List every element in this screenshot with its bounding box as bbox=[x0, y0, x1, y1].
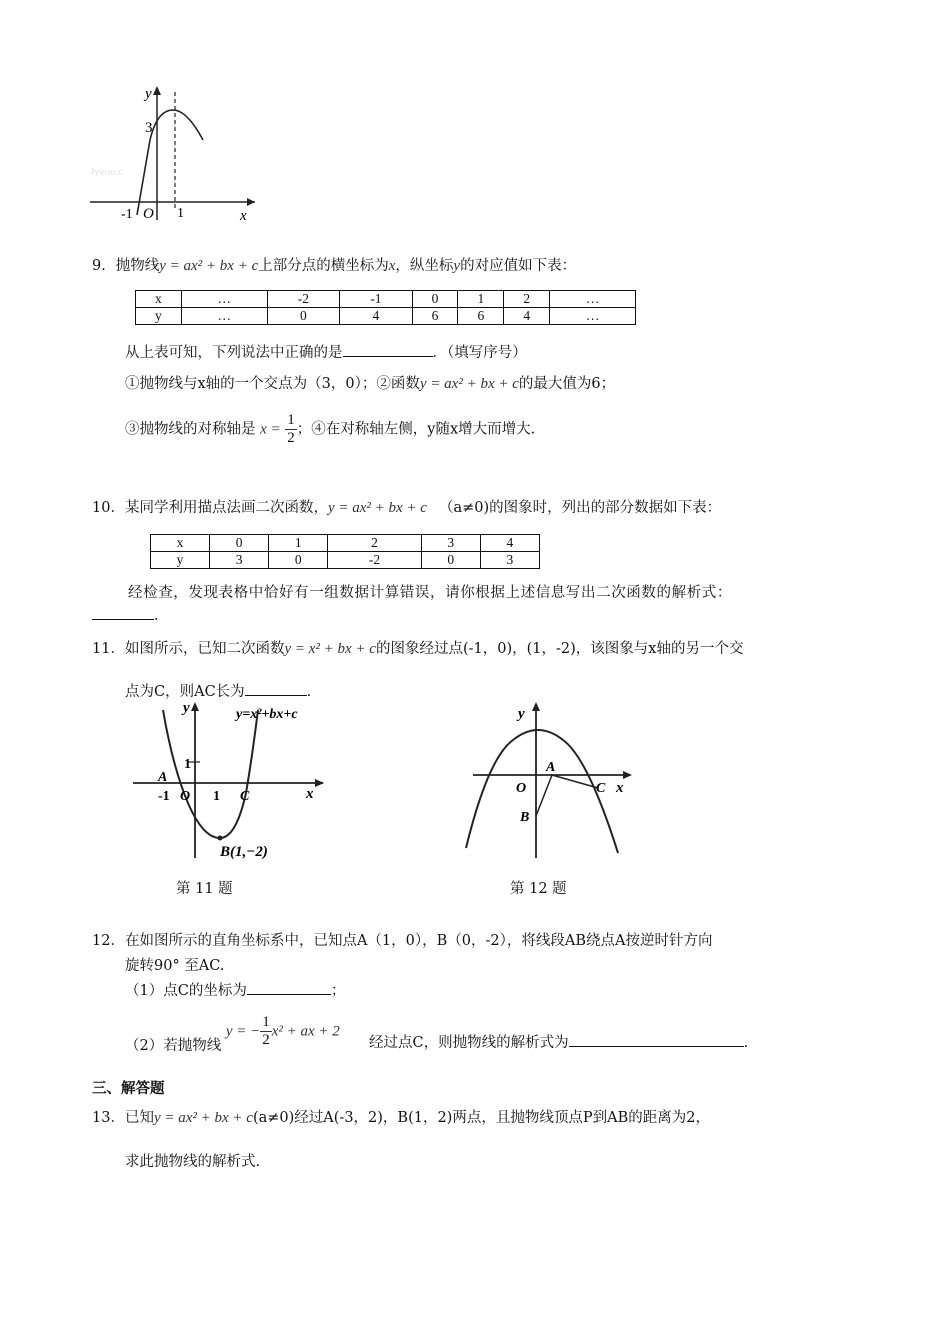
fig11-point-a: A bbox=[158, 770, 168, 785]
q13-text-c: 求此抛物线的解析式. bbox=[125, 1154, 261, 1170]
table-cell: x bbox=[136, 291, 182, 308]
table-cell: 3 bbox=[210, 552, 269, 569]
q10-number: 10． bbox=[92, 500, 125, 516]
q9-answer-blank[interactable] bbox=[343, 342, 433, 357]
table-cell: 0 bbox=[421, 552, 480, 569]
top-tick-1: 1 bbox=[177, 206, 184, 221]
q12-part1-blank[interactable] bbox=[247, 980, 331, 995]
q12-text: 在如图所示的直角坐标系中，已知点A（1，0），B（0，-2），将线段AB绕点A按逆时针方向 bbox=[124, 933, 713, 949]
fraction-denominator: 2 bbox=[287, 430, 295, 446]
fig11-point-b: B(1,−2) bbox=[220, 844, 268, 860]
table-cell: 1 bbox=[458, 291, 504, 308]
q11-end: . bbox=[306, 684, 312, 700]
q11-answer-blank[interactable] bbox=[245, 681, 307, 696]
q9-formula: y = ax² + bx + c bbox=[159, 258, 259, 274]
fig12-point-b: B bbox=[520, 810, 530, 825]
q11-text: 点为C，则AC长为 bbox=[125, 684, 245, 700]
q9-text: 的对应值如下表： bbox=[460, 258, 577, 274]
top-origin: O bbox=[143, 206, 154, 222]
fig11-tick-1-y: 1 bbox=[184, 757, 191, 772]
fig11-caption: 第 11 题 bbox=[176, 881, 233, 897]
q12-part2-formula: y = − bbox=[225, 1023, 261, 1040]
q9-number: 9． bbox=[92, 258, 116, 274]
q10-text: （a≠0)的图象时，列出的部分数据如下表： bbox=[438, 500, 722, 516]
q9-prompt-text: 从上表可知，下列说法中正确的是 bbox=[125, 345, 343, 361]
q9-prompt-end: ．（填写序号） bbox=[432, 345, 527, 361]
q13-formula: y = ax² + bx + c bbox=[153, 1110, 253, 1126]
q12-number: 12． bbox=[92, 933, 125, 949]
q12-part2-blank[interactable] bbox=[569, 1032, 744, 1047]
q13-line bbox=[92, 1106, 710, 1127]
fraction-denominator: 2 bbox=[262, 1032, 270, 1048]
q12-part2-formula: x² + ax + 2 bbox=[271, 1023, 340, 1040]
q10-table bbox=[150, 534, 540, 569]
table-cell: 0 bbox=[210, 535, 269, 552]
top-x-label: x bbox=[240, 208, 247, 224]
q11-number: 11． bbox=[92, 641, 125, 657]
q11-text: 如图所示，已知二次函数 bbox=[124, 641, 285, 657]
q12-line bbox=[92, 929, 712, 950]
fig11-point-c: C bbox=[240, 789, 250, 804]
q12-part1 bbox=[125, 979, 345, 1000]
q11-line bbox=[92, 637, 743, 658]
fraction-numerator: 1 bbox=[287, 412, 295, 428]
table-cell: 6 bbox=[412, 308, 458, 325]
q9-statement-1 bbox=[125, 372, 615, 393]
q10-answer-blank[interactable] bbox=[92, 605, 154, 620]
table-cell: 3 bbox=[480, 552, 539, 569]
table-cell: 0 bbox=[269, 552, 328, 569]
table-cell: y bbox=[151, 552, 210, 569]
q9-table bbox=[135, 290, 636, 325]
q9-text: ，纵坐标 bbox=[395, 258, 454, 274]
q12-part2-tail bbox=[369, 1031, 748, 1052]
q12-part2-b: 经过点C，则抛物线的解析式为 bbox=[369, 1035, 569, 1051]
q9-stmt1-end: 的最大值为6； bbox=[518, 376, 616, 392]
q12-part1-text: （1）点C的坐标为 bbox=[125, 983, 247, 999]
q12-part2-end: . bbox=[743, 1035, 749, 1051]
fig12-origin: O bbox=[516, 781, 527, 796]
q10-line bbox=[92, 496, 721, 517]
q10-text-c: 经检查，发现表格中恰好有一组数据计算错误，请你根据上述信息写出二次函数的解析式： bbox=[128, 585, 732, 601]
q12-fraction bbox=[260, 1014, 272, 1049]
q9-line bbox=[92, 254, 576, 275]
q9-stmt3-text: ③抛物线的对称轴是 bbox=[125, 421, 256, 438]
table-cell: -2 bbox=[267, 291, 339, 308]
q10-answer-line bbox=[92, 605, 159, 624]
fig12-point-c: C bbox=[596, 781, 606, 796]
table-row bbox=[136, 291, 636, 308]
q9-prompt bbox=[125, 341, 527, 362]
fig12-x-label: x bbox=[616, 780, 624, 796]
table-cell: -1 bbox=[340, 291, 412, 308]
fig12-y-label: y bbox=[518, 706, 525, 722]
q10-formula: y = ax² + bx + c bbox=[327, 500, 427, 516]
fig11-tick-1-x: 1 bbox=[213, 789, 220, 804]
table-cell: 2 bbox=[328, 535, 421, 552]
table-cell: 4 bbox=[504, 308, 550, 325]
top-y-label: y bbox=[145, 86, 152, 102]
q12-text-b: 旋转90° 至AC. bbox=[125, 958, 225, 974]
table-cell: 4 bbox=[480, 535, 539, 552]
q9-fraction bbox=[285, 412, 297, 447]
table-cell: … bbox=[550, 291, 636, 308]
table-cell: 2 bbox=[504, 291, 550, 308]
q9-var-y: y bbox=[453, 258, 461, 274]
table-cell: 1 bbox=[269, 535, 328, 552]
q9-text: 抛物线 bbox=[115, 258, 160, 274]
table-cell: … bbox=[550, 308, 636, 325]
fig12-point-a: A bbox=[546, 760, 556, 775]
q9-statement-3 bbox=[125, 412, 535, 447]
q9-stmt1-text: ①抛物线与x轴的一个交点为（3，0）；②函数 bbox=[125, 376, 420, 392]
q9-text: 上部分点的横坐标为 bbox=[258, 258, 389, 274]
top-tick-neg1: -1 bbox=[121, 207, 133, 222]
fig11-curve-label: y=x²+bx+c bbox=[236, 707, 298, 722]
table-cell: 0 bbox=[267, 308, 339, 325]
table-cell: 0 bbox=[412, 291, 458, 308]
q9-stmt3-end: ；④在对称轴左侧，y随x增大而增大. bbox=[296, 421, 536, 438]
q9-stmt3-eq: x = bbox=[260, 421, 281, 438]
table-cell: x bbox=[151, 535, 210, 552]
watermark: Jyeoo.c bbox=[90, 166, 124, 178]
table-cell: y bbox=[136, 308, 182, 325]
q10-end: . bbox=[154, 608, 159, 624]
fig12-caption: 第 12 题 bbox=[510, 881, 567, 897]
q11-text: 的图象经过点(-1，0)，(1，-2)，该图象与x轴的另一个交 bbox=[375, 641, 744, 657]
fig12-graph bbox=[458, 698, 638, 863]
q13-text: 已知 bbox=[124, 1110, 154, 1126]
q10-text: 某同学利用描点法画二次函数， bbox=[124, 500, 328, 516]
table-cell: 3 bbox=[421, 535, 480, 552]
table-cell: … bbox=[181, 308, 267, 325]
q12-part1-end: ； bbox=[330, 983, 346, 999]
q9-stmt1-formula: y = ax² + bx + c bbox=[419, 376, 519, 392]
q13-text: (a≠0)经过A(-3，2)，B(1，2)两点，且抛物线顶点P到AB的距离为2， bbox=[252, 1110, 710, 1126]
fig11-origin: O bbox=[180, 789, 191, 804]
table-cell: … bbox=[181, 291, 267, 308]
q12-part2-text: （2）若抛物线 bbox=[125, 1037, 222, 1054]
table-row bbox=[151, 535, 540, 552]
top-parabola-figure bbox=[85, 80, 265, 230]
q12-part2 bbox=[125, 1014, 340, 1054]
section-title: 三、解答题 bbox=[92, 1081, 165, 1097]
q13-number: 13． bbox=[92, 1110, 125, 1126]
q9-var-x: x bbox=[388, 258, 396, 274]
table-cell: 6 bbox=[458, 308, 504, 325]
fig11-graph bbox=[128, 698, 328, 863]
fraction-numerator: 1 bbox=[262, 1014, 270, 1030]
table-cell: -2 bbox=[328, 552, 421, 569]
top-tick-3: 3 bbox=[145, 120, 153, 136]
fig11-x-label: x bbox=[306, 786, 314, 802]
table-row bbox=[136, 308, 636, 325]
fig11-tick-neg1: -1 bbox=[158, 789, 170, 804]
table-cell: 4 bbox=[340, 308, 412, 325]
table-row bbox=[151, 552, 540, 569]
q11-formula: y = x² + bx + c bbox=[284, 641, 376, 657]
fig11-y-label: y bbox=[183, 700, 190, 716]
